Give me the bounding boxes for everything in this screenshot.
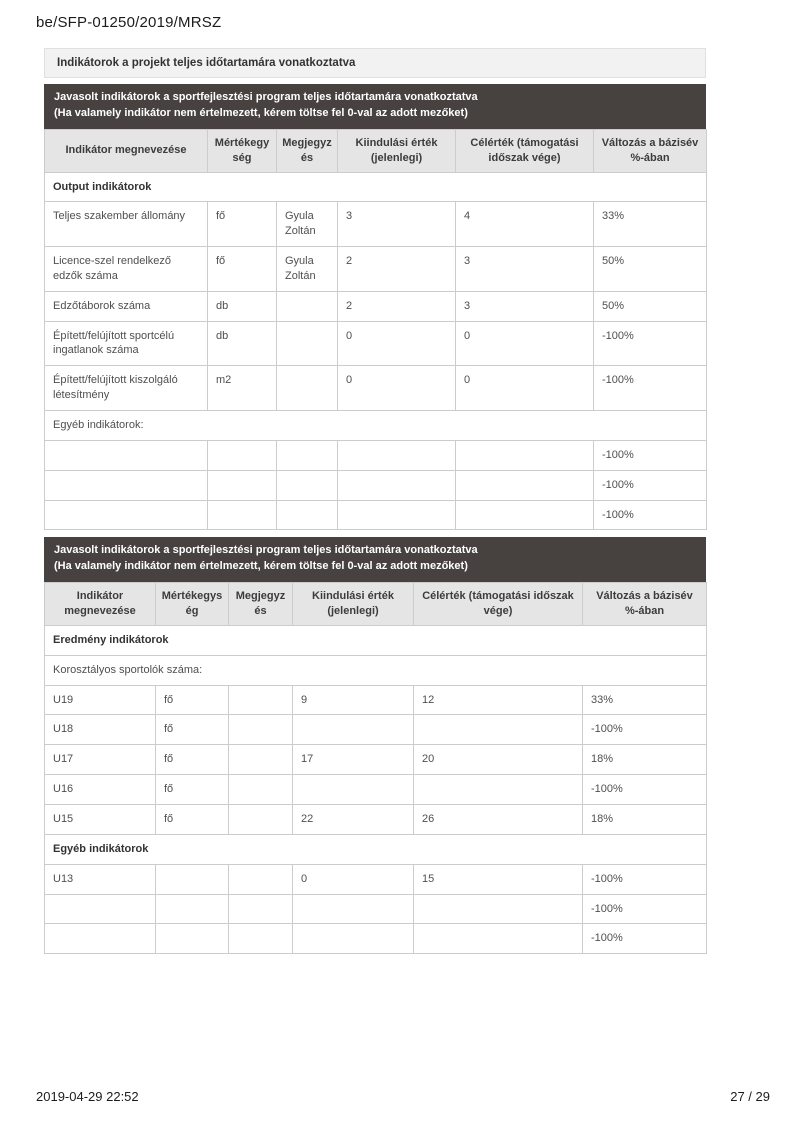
cell (414, 715, 583, 745)
cell (156, 894, 229, 924)
column-header: Indikátor megnevezése (45, 583, 156, 626)
page-content (44, 48, 706, 954)
cell: 3 (338, 202, 456, 247)
cell: Edzőtáborok száma (45, 291, 208, 321)
cell: 33% (594, 202, 707, 247)
cell (456, 470, 594, 500)
cell (229, 864, 293, 894)
table-row (45, 894, 707, 924)
cell: U18 (45, 715, 156, 745)
cell (293, 894, 414, 924)
table-banner-note: (Ha valamely indikátor nem értelmezett, kérem töltse fel 0-val az adott mezőket) (54, 560, 468, 573)
cell: -100% (583, 894, 707, 924)
table-row (45, 745, 707, 775)
cell (229, 775, 293, 805)
indicator-table-block (44, 84, 706, 530)
section-label: Output indikátorok (45, 172, 707, 202)
cell: 9 (293, 685, 414, 715)
cell: 22 (293, 805, 414, 835)
table-row (45, 321, 707, 366)
column-header: Célérték (támogatási időszak vége) (414, 583, 583, 626)
cell: fő (208, 247, 277, 292)
cell: 26 (414, 805, 583, 835)
cell (456, 440, 594, 470)
section-row (45, 834, 707, 864)
cell: 3 (456, 291, 594, 321)
indicator-table-block (44, 537, 706, 954)
page-footer (36, 1089, 770, 1104)
table-row (45, 500, 707, 530)
cell (277, 440, 338, 470)
cell (45, 440, 208, 470)
cell (414, 894, 583, 924)
cell (293, 924, 414, 954)
column-header: Célérték (támogatási időszak vége) (456, 129, 594, 172)
column-header: Változás a bázisév %-ában (583, 583, 707, 626)
section-row (45, 172, 707, 202)
cell (277, 366, 338, 411)
table-row (45, 440, 707, 470)
cell: -100% (594, 321, 707, 366)
cell: 3 (456, 247, 594, 292)
cell (208, 440, 277, 470)
cell: 18% (583, 805, 707, 835)
cell (277, 470, 338, 500)
cell: Licence-szel rendelkező edzők száma (45, 247, 208, 292)
cell (45, 894, 156, 924)
span-row (45, 655, 707, 685)
table-header-row (45, 583, 707, 626)
cell: -100% (594, 440, 707, 470)
cell: 0 (338, 366, 456, 411)
cell: fő (156, 775, 229, 805)
footer-page-indicator: 27 / 29 (730, 1089, 770, 1104)
cell: 15 (414, 864, 583, 894)
cell: 2 (338, 291, 456, 321)
cell (45, 470, 208, 500)
footer-timestamp: 2019-04-29 22:52 (36, 1089, 139, 1104)
cell (229, 805, 293, 835)
cell (293, 775, 414, 805)
table-banner (44, 84, 706, 129)
section-label: Egyéb indikátorok: (45, 411, 707, 441)
cell (414, 775, 583, 805)
cell: fő (208, 202, 277, 247)
column-header: Kiindulási érték (jelenlegi) (338, 129, 456, 172)
column-header: Kiindulási érték (jelenlegi) (293, 583, 414, 626)
cell: 4 (456, 202, 594, 247)
column-header: Változás a bázisév %-ában (594, 129, 707, 172)
table-row (45, 685, 707, 715)
cell: 0 (338, 321, 456, 366)
section-row (45, 625, 707, 655)
table-row (45, 470, 707, 500)
cell: db (208, 321, 277, 366)
cell: 50% (594, 247, 707, 292)
column-header: Indikátor megnevezése (45, 129, 208, 172)
cell: fő (156, 745, 229, 775)
cell: Teljes szakember állomány (45, 202, 208, 247)
indicator-table (44, 582, 707, 954)
cell: Épített/felújított kiszolgáló létesítmény (45, 366, 208, 411)
table-row (45, 366, 707, 411)
cell (414, 924, 583, 954)
cell (156, 924, 229, 954)
section-label: Egyéb indikátorok (45, 834, 707, 864)
cell: -100% (583, 864, 707, 894)
cell: -100% (594, 470, 707, 500)
cell: 20 (414, 745, 583, 775)
cell: -100% (583, 715, 707, 745)
cell (338, 470, 456, 500)
cell: 18% (583, 745, 707, 775)
cell (338, 440, 456, 470)
cell (277, 500, 338, 530)
cell (208, 500, 277, 530)
table-row (45, 805, 707, 835)
section-label: Eredmény indikátorok (45, 625, 707, 655)
table-row (45, 715, 707, 745)
cell: -100% (583, 775, 707, 805)
cell (208, 470, 277, 500)
cell: Gyula Zoltán (277, 202, 338, 247)
column-header: Megjegyzés (277, 129, 338, 172)
cell: -100% (583, 924, 707, 954)
cell: 0 (293, 864, 414, 894)
cell: U16 (45, 775, 156, 805)
cell: fő (156, 685, 229, 715)
column-header: Megjegyzés (229, 583, 293, 626)
cell: 0 (456, 366, 594, 411)
cell (229, 894, 293, 924)
section-title: Indikátorok a projekt teljes időtartamára vonatkoztatva (44, 48, 706, 78)
column-header: Mértékegység (156, 583, 229, 626)
table-banner-title: Javasolt indikátorok a sportfejlesztési program teljes időtartamára vonatkoztatva (54, 91, 478, 103)
cell: 0 (456, 321, 594, 366)
cell: U15 (45, 805, 156, 835)
span-row (45, 411, 707, 441)
document-reference: be/SFP-01250/2019/MRSZ (36, 14, 222, 31)
table-banner (44, 537, 706, 582)
section-label: Korosztályos sportolók száma: (45, 655, 707, 685)
cell (229, 715, 293, 745)
cell: fő (156, 805, 229, 835)
cell: U17 (45, 745, 156, 775)
cell (456, 500, 594, 530)
cell (293, 715, 414, 745)
cell: Gyula Zoltán (277, 247, 338, 292)
cell: U13 (45, 864, 156, 894)
table-row (45, 924, 707, 954)
table-banner-note: (Ha valamely indikátor nem értelmezett, kérem töltse fel 0-val az adott mezőket) (54, 106, 468, 119)
cell (229, 924, 293, 954)
table-row (45, 202, 707, 247)
table-row (45, 247, 707, 292)
cell (45, 500, 208, 530)
cell: 2 (338, 247, 456, 292)
indicator-table (44, 129, 707, 531)
table-header-row (45, 129, 707, 172)
cell: Épített/felújított sportcélú ingatlanok száma (45, 321, 208, 366)
cell (277, 321, 338, 366)
cell (45, 924, 156, 954)
cell (229, 685, 293, 715)
cell: 33% (583, 685, 707, 715)
table-banner-title: Javasolt indikátorok a sportfejlesztési program teljes időtartamára vonatkoztatva (54, 544, 478, 557)
cell: fő (156, 715, 229, 745)
cell (338, 500, 456, 530)
cell: 12 (414, 685, 583, 715)
cell (277, 291, 338, 321)
cell: -100% (594, 500, 707, 530)
cell (229, 745, 293, 775)
column-header: Mértékegység (208, 129, 277, 172)
cell: m2 (208, 366, 277, 411)
cell: db (208, 291, 277, 321)
table-row (45, 775, 707, 805)
indicator-tables (44, 84, 706, 954)
cell (156, 864, 229, 894)
cell: U19 (45, 685, 156, 715)
cell: 50% (594, 291, 707, 321)
table-row (45, 864, 707, 894)
table-row (45, 291, 707, 321)
cell: -100% (594, 366, 707, 411)
cell: 17 (293, 745, 414, 775)
